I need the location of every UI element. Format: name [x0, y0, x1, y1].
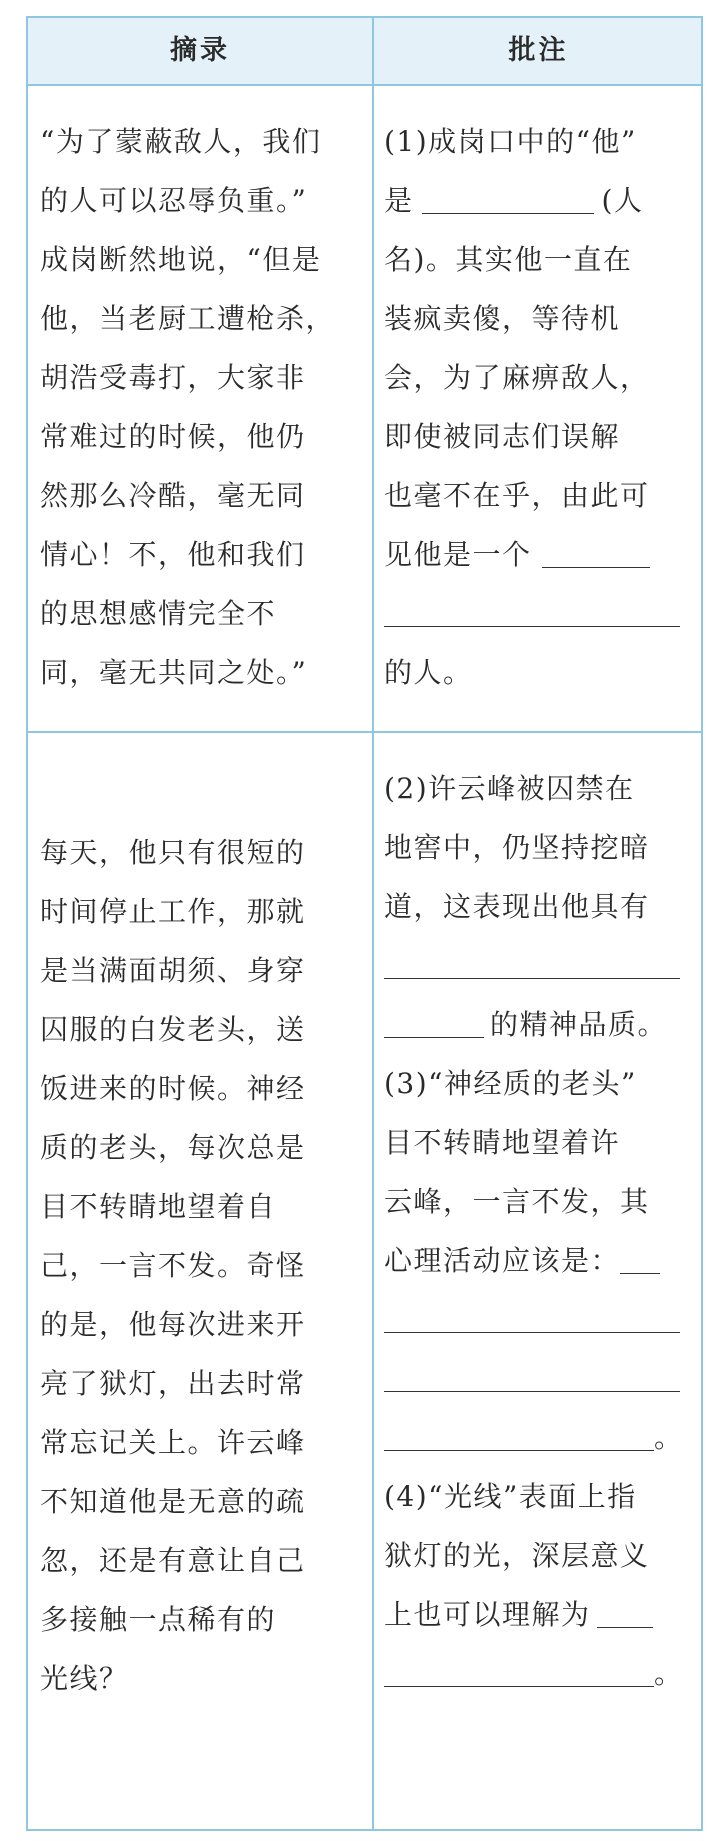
text-line: 云峰，一言不发，其 — [384, 1185, 650, 1218]
fill-blank-trait-cont[interactable] — [384, 592, 680, 627]
text-line — [384, 936, 684, 995]
text-line: 目不转睛地望着许 — [384, 1126, 621, 1159]
text-line: (2)许云峰被囚禁在 — [384, 772, 635, 805]
text-line: 即使被同志们误解 — [384, 420, 621, 453]
fill-blank-trait[interactable] — [542, 533, 650, 568]
fill-blank-psychology[interactable] — [620, 1239, 660, 1274]
text-line — [384, 525, 680, 584]
text-line: 胡浩受毒打，大家非 — [40, 361, 306, 394]
text-line: “为了蒙蔽敌人，我们 — [40, 125, 322, 158]
text-line — [384, 1585, 684, 1644]
text-line: 也毫不在乎，由此可 — [384, 479, 650, 512]
text-line: 成岗断然地说，“但是 — [40, 243, 322, 276]
text-line: 的思想感情完全不 — [40, 597, 277, 630]
text-line — [384, 1231, 684, 1290]
header-divider — [28, 84, 701, 86]
text-line: 时间停止工作，那就 — [40, 895, 306, 928]
fill-blank-light-end[interactable] — [384, 1652, 654, 1687]
text-line: 不知道他是无意的疏 — [40, 1485, 306, 1518]
text-fragment: 是 — [384, 184, 414, 217]
text-line: 道，这表现出他具有 — [384, 890, 650, 923]
text-line: 的人可以忍辱负重。” — [40, 184, 308, 217]
text-line: 常难过的时候，他仍 — [40, 420, 306, 453]
text-line: 的是，他每次进来开 — [40, 1308, 306, 1341]
text-line: 地窖中，仍坚持挖暗 — [384, 831, 650, 864]
text-line: 常忘记关上。许云峰 — [40, 1426, 306, 1459]
text-fragment: 见他是一个 — [384, 538, 532, 571]
text-line: 名)。其实他一直在 — [384, 243, 633, 276]
annotation-2 — [384, 759, 684, 1703]
text-fragment: (人 — [601, 184, 644, 217]
text-fragment: 。 — [654, 1657, 684, 1690]
text-line — [384, 1349, 684, 1408]
excerpt-annotation-table — [26, 16, 703, 1831]
text-line: 他，当老厨工遭枪杀， — [40, 302, 336, 335]
text-line: 的人。 — [384, 656, 473, 689]
text-line: 每天，他只有很短的 — [40, 836, 306, 869]
text-line: 是当满面胡须、身穿 — [40, 954, 306, 987]
fill-blank-quality-cont[interactable] — [384, 1003, 484, 1038]
text-line: 亮了狱灯，出去时常 — [40, 1367, 306, 1400]
excerpt-2 — [40, 823, 306, 1708]
text-line — [384, 995, 684, 1054]
text-line: (4)“光线”表面上指 — [384, 1480, 637, 1513]
header-excerpt: 摘录 — [170, 35, 230, 66]
fill-blank-psychology-cont[interactable] — [384, 1357, 680, 1392]
text-line: 多接触一点稀有的 — [40, 1603, 277, 1636]
text-line — [384, 584, 680, 643]
text-fragment: 心理活动应该是： — [384, 1244, 621, 1277]
text-line: 囚服的白发老头，送 — [40, 1013, 306, 1046]
text-line: 会，为了麻痹敌人， — [384, 361, 650, 394]
text-line: (1)成岗口中的“他” — [384, 125, 637, 158]
text-line: 饭进来的时候。神经 — [40, 1072, 306, 1105]
fill-blank-name[interactable] — [422, 179, 594, 214]
header-annotation: 批注 — [508, 35, 569, 66]
fill-blank-psychology-cont[interactable] — [384, 1298, 680, 1333]
text-line — [384, 1290, 684, 1349]
fill-blank-quality[interactable] — [384, 944, 680, 979]
text-line: 己，一言不发。奇怪 — [40, 1249, 306, 1282]
text-line: 情心！不，他和我们 — [40, 538, 306, 571]
text-line: 光线？ — [40, 1662, 129, 1695]
text-fragment: 的精神品质。 — [490, 1008, 668, 1041]
excerpt-1 — [40, 112, 335, 702]
text-line: 狱灯的光，深层意义 — [384, 1539, 650, 1572]
column-divider — [372, 18, 374, 1829]
text-line: 装疯卖傻，等待机 — [384, 302, 621, 335]
text-line — [384, 1644, 684, 1703]
fill-blank-light[interactable] — [597, 1593, 653, 1628]
fill-blank-psychology-end[interactable] — [384, 1416, 654, 1451]
text-line: (3)“神经质的老头” — [384, 1067, 637, 1100]
text-fragment: 。 — [654, 1421, 684, 1454]
text-line: 忽，还是有意让自己 — [40, 1544, 306, 1577]
row-divider — [28, 731, 701, 733]
text-line: 然那么冷酷，毫无同 — [40, 479, 306, 512]
text-line: 同，毫无共同之处。” — [40, 656, 308, 689]
annotation-1 — [384, 112, 680, 702]
text-line — [384, 171, 680, 230]
text-line: 质的老头，每次总是 — [40, 1131, 306, 1164]
text-fragment: 上也可以理解为 — [384, 1598, 591, 1631]
text-line: 目不转睛地望着自 — [40, 1190, 277, 1223]
text-line — [384, 1408, 684, 1467]
